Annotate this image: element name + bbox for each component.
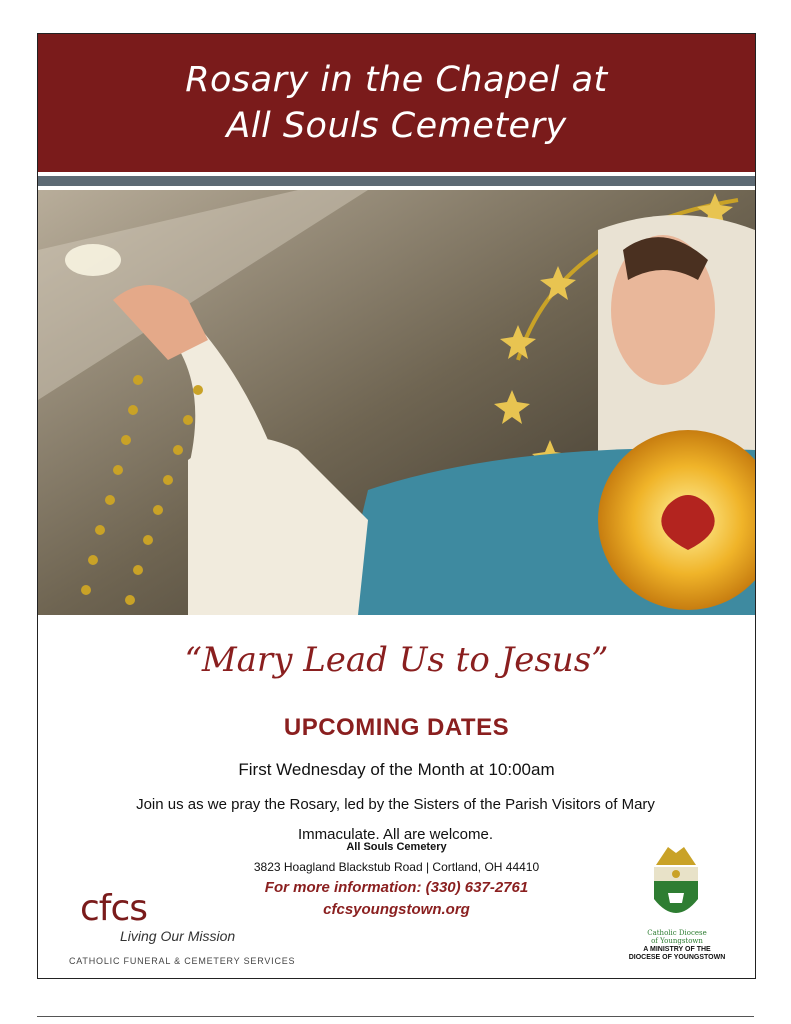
invitation-line-2: Immaculate. All are welcome. [297, 826, 494, 843]
invitation-line-1: Join us as we pray the Rosary, led by the Sisters of the Parish Visitors of Mary [136, 796, 655, 813]
upcoming-dates-heading: UPCOMING DATES [283, 714, 510, 741]
cfcs-logo: cfcs [80, 888, 148, 929]
cfcs-full-name: CATHOLIC FUNERAL & CEMETERY SERVICES [69, 956, 296, 966]
cfcs-motto: Living Our Mission [120, 928, 236, 944]
diocese-ministry [612, 946, 742, 962]
title-line-1: Rosary in the Chapel at [185, 60, 608, 100]
divider-stripe [38, 176, 755, 186]
diocese-name-line-2: of Youngstown [651, 937, 703, 945]
venue-address: 3823 Hoagland Blackstub Road | Cortland, OH 44410 [253, 860, 540, 874]
scan-edge-line [37, 1016, 754, 1017]
crest-icon [648, 843, 704, 929]
diocese-name [612, 929, 742, 945]
venue-name: All Souls Cemetery [346, 841, 447, 853]
diocese-ministry-line-2: DIOCESE OF YOUNGSTOWN [628, 954, 726, 961]
mary-statue-photo [38, 190, 755, 615]
info-phone: For more information: (330) 637-2761 [264, 879, 529, 896]
title-line-2: All Souls Cemetery [226, 106, 567, 146]
tagline: “Mary Lead Us to Jesus” [184, 640, 609, 680]
diocese-crest [648, 843, 704, 929]
schedule-text: First Wednesday of the Month at 10:00am [238, 760, 555, 779]
diocese-name-line-1: Catholic Diocese [647, 929, 707, 937]
website-link[interactable]: cfcsyoungstown.org [323, 901, 470, 918]
statue-illustration [38, 190, 755, 615]
title-banner [38, 34, 755, 172]
diocese-ministry-line-1: A MINISTRY OF THE [643, 946, 711, 953]
